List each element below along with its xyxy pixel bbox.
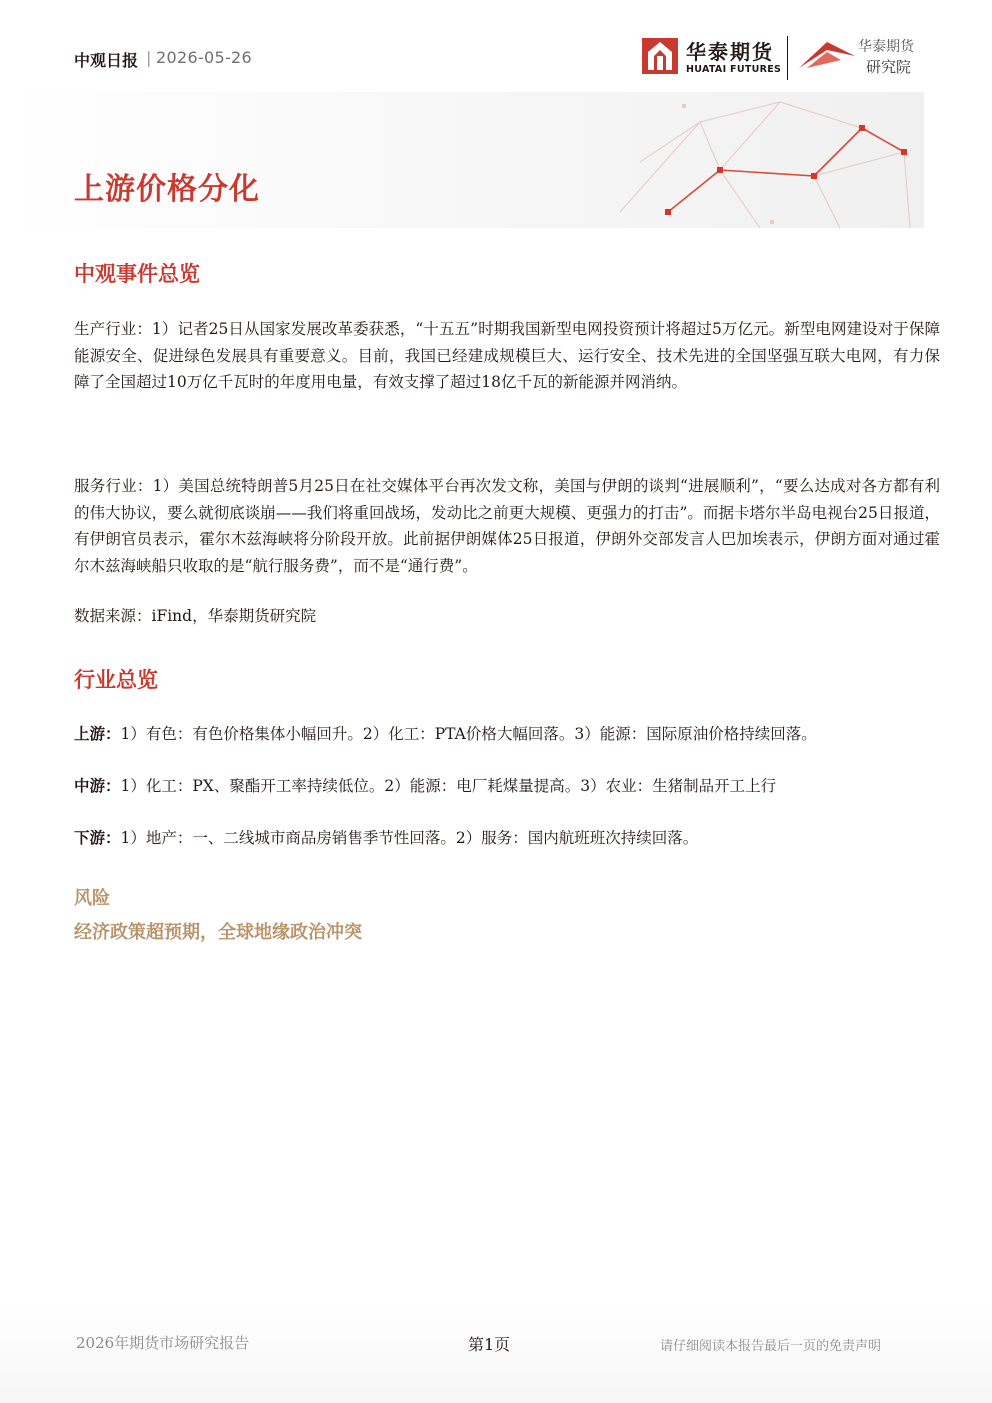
data-source: 数据来源：iFind，华泰期货研究院 (74, 607, 317, 625)
risk-heading: 风险 (74, 888, 110, 909)
title-banner (0, 92, 924, 228)
huatai-logo-icon (642, 38, 678, 74)
upstream-text: 1）有色：有色价格集体小幅回升。2）化工：PTA价格大幅回落。3）能源：国际原油价格持续回落。 (120, 725, 817, 743)
risk-text: 经济政策超预期，全球地缘政治冲突 (74, 922, 362, 943)
disclaimer-notice: 请仔细阅读本报告最后一页的免责声明 (660, 1339, 882, 1354)
upstream-label: 上游： (74, 725, 121, 743)
downstream-label: 下游： (74, 829, 121, 847)
upstream-line (74, 723, 817, 745)
midstream-label: 中游： (74, 777, 121, 795)
downstream-line (74, 827, 698, 849)
page-title: 上游价格分化 (74, 172, 260, 207)
institute-name-1: 华泰期货 (858, 39, 914, 55)
section-title-overview: 中观事件总览 (74, 262, 200, 286)
section-title-industry: 行业总览 (74, 668, 158, 692)
downstream-text: 1）地产：一、二线城市商品房销售季节性回落。2）服务：国内航班班次持续回落。 (120, 829, 699, 847)
services-paragraph: 服务行业：1）美国总统特朗普5月25日在社交媒体平台再次发文称，美国与伊朗的谈判“进展顺利”，“要么达成对各方都有利的伟大协议，要么就彻底谈崩——我们将重回战场，发动比之前更大规模、更强力的打击”。而据卡塔尔半岛电视台25日报道，有伊朗官员表示，霍尔木兹海峡将分阶段开放。此前据伊朗媒体25日报道，伊朗外交部发言人巴加埃表示，伊朗方面对通过霍尔木兹海峡船只收取的是“航行服务费”，而不是“通行费”。 (74, 477, 940, 575)
page-header (0, 36, 992, 92)
header-separator: | (146, 48, 152, 67)
report-type: 中观日报 (74, 51, 139, 70)
footer-report-name: 2026年期货市场研究报告 (76, 1334, 250, 1352)
midstream-line (74, 775, 776, 797)
report-date: 2026-05-26 (156, 48, 252, 67)
page-number: 第1页 (468, 1335, 511, 1354)
logo-divider (787, 36, 788, 80)
production-paragraph: 生产行业：1）记者25日从国家发展改革委获悉，“十五五”时期我国新型电网投资预计将超过5万亿元。新型电网建设对于保障能源安全、促进绿色发展具有重要意义。目前，我国已经建成规模巨大、运行安全、技术先进的全国坚强互联大电网，有力保障了全国超过10万亿千瓦时的年度用电量，有效支撑了超过18亿千瓦的新能源并网消纳。 (74, 320, 940, 391)
institute-logo-icon (797, 38, 857, 74)
midstream-text: 1）化工：PX、聚酯开工率持续低位。2）能源：电厂耗煤量提高。3）农业：生猪制品开工上行 (120, 777, 777, 795)
logo-name-cn: 华泰期货 (686, 40, 774, 64)
institute-name-2: 研究院 (866, 58, 912, 76)
logo-name-en: HUATAI FUTURES (686, 64, 782, 75)
